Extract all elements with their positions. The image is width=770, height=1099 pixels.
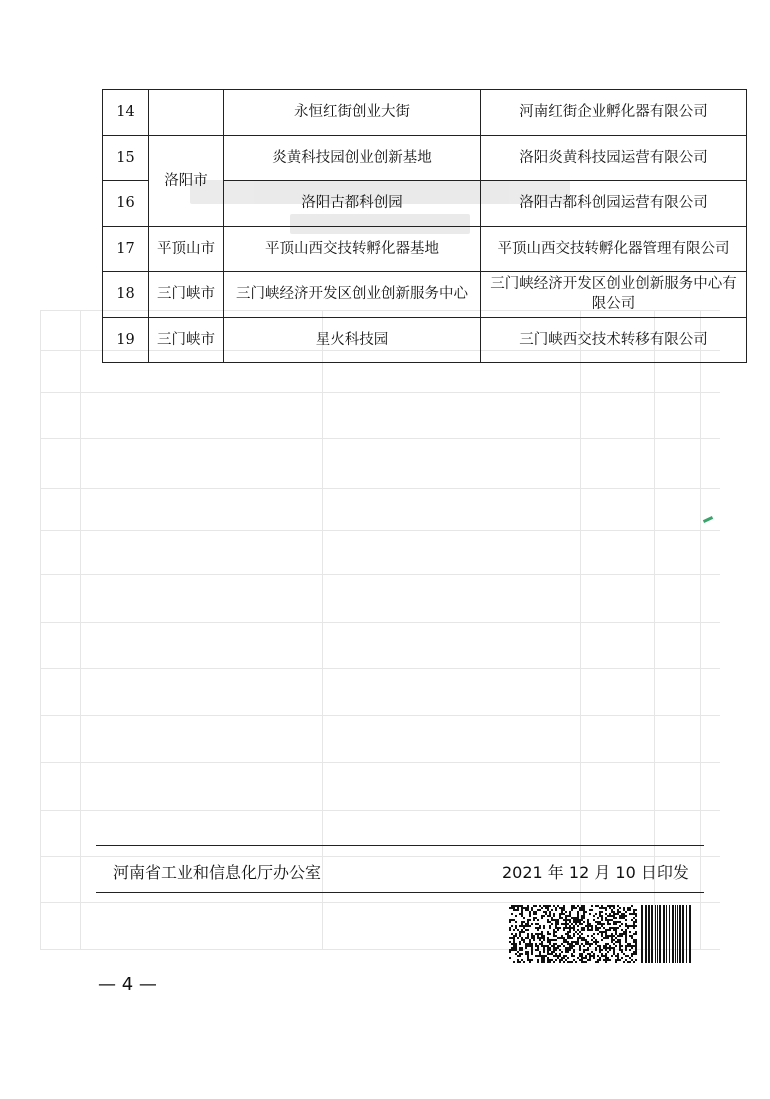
row-number: 14 <box>103 90 149 136</box>
table-row <box>103 135 747 181</box>
base-name-cell: 星火科技园 <box>224 317 481 363</box>
table-row <box>103 90 747 136</box>
operator-cell: 洛阳古都科创园运营有限公司 <box>481 181 747 227</box>
row-number: 19 <box>103 317 149 363</box>
row-number: 18 <box>103 272 149 318</box>
base-name-cell: 炎黄科技园创业创新基地 <box>224 135 481 181</box>
base-name-cell: 平顶山西交技转孵化器基地 <box>224 226 481 272</box>
operator-cell: 三门峡西交技术转移有限公司 <box>481 317 747 363</box>
city-cell: 洛阳市 <box>149 135 224 226</box>
page-number: — 4 — <box>98 974 157 995</box>
row-number: 17 <box>103 226 149 272</box>
base-list-table <box>102 89 747 363</box>
operator-cell: 河南红街企业孵化器有限公司 <box>481 90 747 136</box>
barcode-image <box>509 905 693 963</box>
city-cell: 三门峡市 <box>149 317 224 363</box>
table-row <box>103 317 747 363</box>
issue-date: 2021 年 12 月 10 日印发 <box>502 863 689 882</box>
row-number: 15 <box>103 135 149 181</box>
footer-top-rule <box>96 845 704 846</box>
operator-cell: 平顶山西交技转孵化器管理有限公司 <box>481 226 747 272</box>
table-row <box>103 272 747 318</box>
base-name-cell: 洛阳古都科创园 <box>224 181 481 227</box>
city-cell <box>149 90 224 136</box>
stray-ink-mark <box>703 516 713 523</box>
table-row <box>103 226 747 272</box>
base-name-cell: 永恒红街创业大街 <box>224 90 481 136</box>
operator-cell: 洛阳炎黄科技园运营有限公司 <box>481 135 747 181</box>
base-name-cell: 三门峡经济开发区创业创新服务中心 <box>224 272 481 318</box>
footer-bottom-rule <box>96 892 704 893</box>
city-cell: 平顶山市 <box>149 226 224 272</box>
city-cell: 三门峡市 <box>149 272 224 318</box>
operator-line-2: 限公司 <box>591 296 636 313</box>
operator-line-1: 三门峡经济开发区创业创新服务中心有 <box>490 276 737 293</box>
operator-cell <box>481 272 747 318</box>
row-number: 16 <box>103 181 149 227</box>
issuing-office: 河南省工业和信息化厅办公室 <box>113 863 322 882</box>
